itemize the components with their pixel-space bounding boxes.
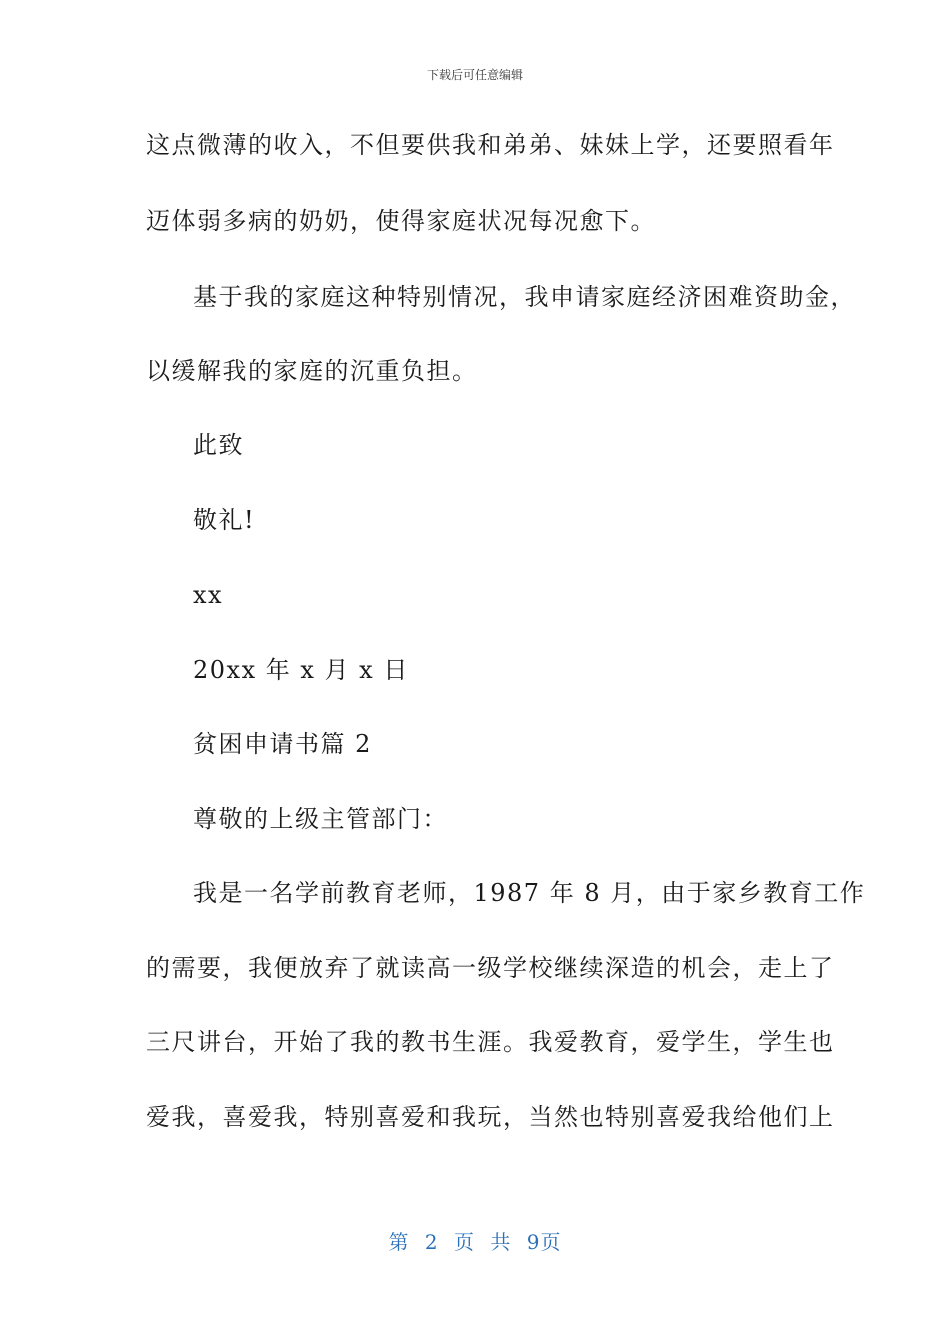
paragraph-line: 以缓解我的家庭的沉重负担。 — [146, 357, 478, 385]
paragraph-line: 爱我，喜爱我，特别喜爱和我玩，当然也特别喜爱我给他们上 — [146, 1103, 835, 1131]
footer-page-unit: 页 — [454, 1230, 475, 1254]
closing-regards: 敬礼! — [193, 506, 256, 534]
closing-salutation: 此致 — [193, 431, 244, 459]
section-title: 贫困申请书篇 2 — [193, 730, 372, 758]
paragraph-line: 我是一名学前教育老师，1987 年 8 月，由于家乡教育工作 — [193, 879, 866, 907]
footer-page-prefix: 第 — [388, 1230, 410, 1254]
paragraph-line: 基于我的家庭这种特别情况，我申请家庭经济困难资助金， — [193, 283, 856, 311]
paragraph-line: 这点微薄的收入，不但要供我和弟弟、妹妹上学，还要照看年 — [146, 131, 835, 159]
letter-greeting: 尊敬的上级主管部门： — [193, 805, 448, 833]
footer-total-prefix: 共 — [490, 1230, 512, 1254]
footer-page-number: 2 — [424, 1230, 439, 1254]
signature-date: 20xx 年 x 月 x 日 — [193, 656, 409, 684]
paragraph-line: 三尺讲台，开始了我的教书生涯。我爱教育，爱学生，学生也 — [146, 1028, 835, 1056]
signature-name: xx — [193, 581, 224, 609]
page-header-note: 下载后可任意编辑 — [426, 68, 523, 82]
page-footer — [0, 1226, 950, 1255]
paragraph-line: 的需要，我便放弃了就读高一级学校继续深造的机会，走上了 — [146, 954, 835, 982]
paragraph-line: 迈体弱多病的奶奶，使得家庭状况每况愈下。 — [146, 207, 656, 235]
footer-total-pages: 9页 — [526, 1230, 562, 1254]
